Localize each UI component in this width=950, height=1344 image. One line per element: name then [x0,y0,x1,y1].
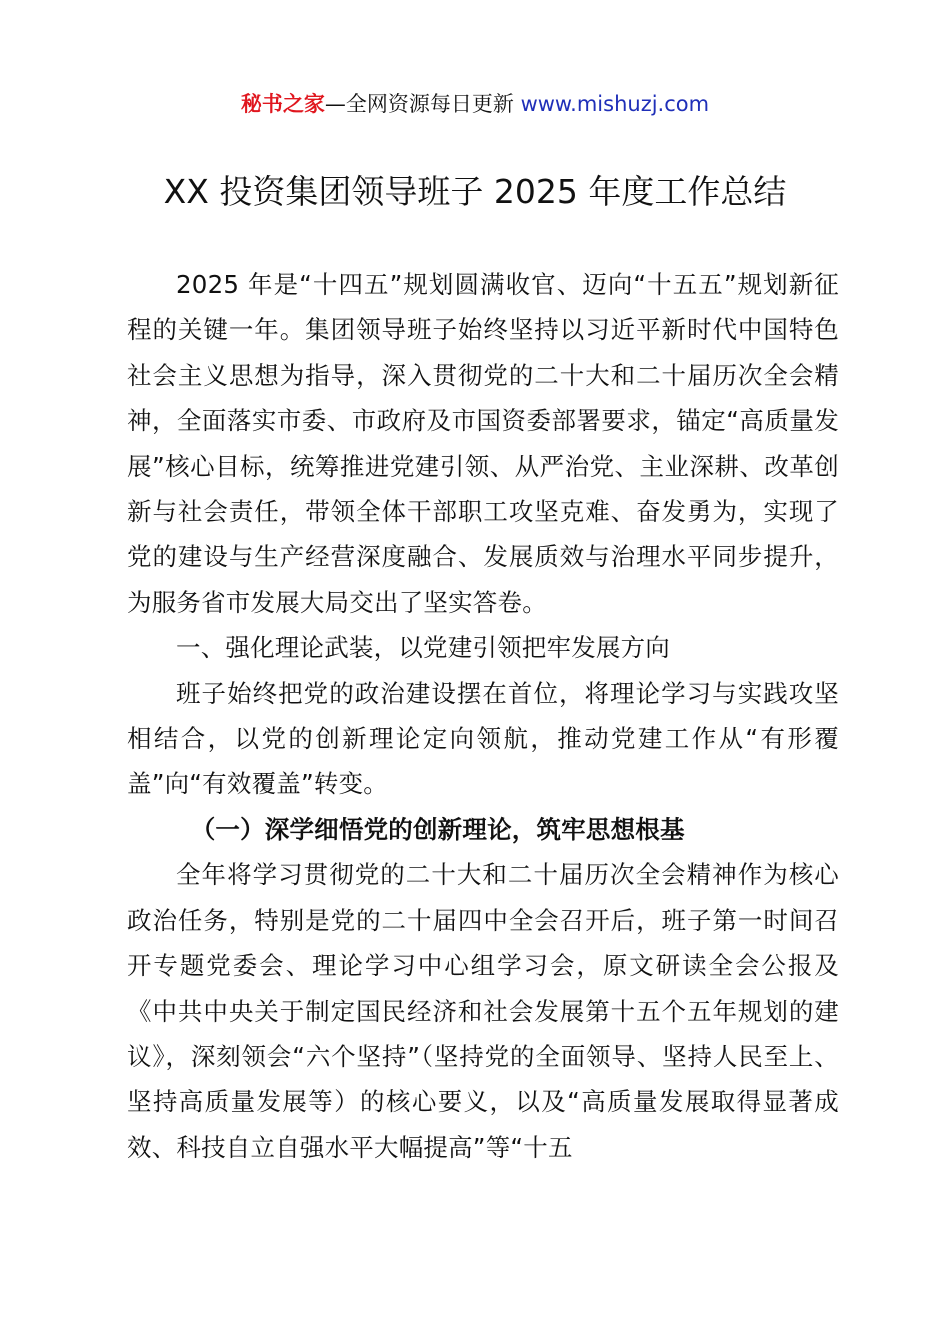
document-body [127,262,839,1170]
site-tagline: —全网资源每日更新 [324,92,521,116]
subsection-heading: （一）深学细悟党的创新理论，筑牢思想根基 [190,814,685,844]
site-url-link[interactable]: www.mishuzj.com [520,92,710,116]
section-heading: 一、强化理论武装，以党建引领把牢发展方向 [176,633,670,663]
intro-paragraph: 2025 年是“十四五”规划圆满收官、迈向“十五五”规划新征程的关键一年。集团领导班子始终坚持以习近平新时代中国特色社会主义思想为指导，深入贯彻党的二十大和二十届历次全会精神，全面落实市委、市政府及市国资委部署要求，锚定“高质量发展”核心目标，统筹推进党建引领、从严治党、主业深耕、改革创新与社会责任，带领全体干部职工攻坚克难、奋发勇为，实现了党的建设与生产经营深度融合、发展质效与治理水平同步提升，为服务省市发展大局交出了坚实答卷。 [127,270,839,617]
site-header [0,88,950,120]
document-title: XX 投资集团领导班子 2025 年度工作总结 [163,172,787,211]
subsection-paragraph: 全年将学习贯彻党的二十大和二十届历次全会精神作为核心政治任务，特别是党的二十届四中全会召开后，班子第一时间召开专题党委会、理论学习中心组学习会，原文研读全会公报及《中共中央关于制定国民经济和社会发展第十五个五年规划的建议》，深刻领会“六个坚持”（坚持党的全面领导、坚持人民至上、坚持高质量发展等）的核心要义，以及“高质量发展取得显著成效、科技自立自强水平大幅提高”等“十五 [127,860,839,1162]
site-brand: 秘书之家 [240,92,325,116]
section-paragraph: 班子始终把党的政治建设摆在首位，将理论学习与实践攻坚相结合，以党的创新理论定向领航，推动党建工作从“有形覆盖”向“有效覆盖”转变。 [127,678,839,799]
